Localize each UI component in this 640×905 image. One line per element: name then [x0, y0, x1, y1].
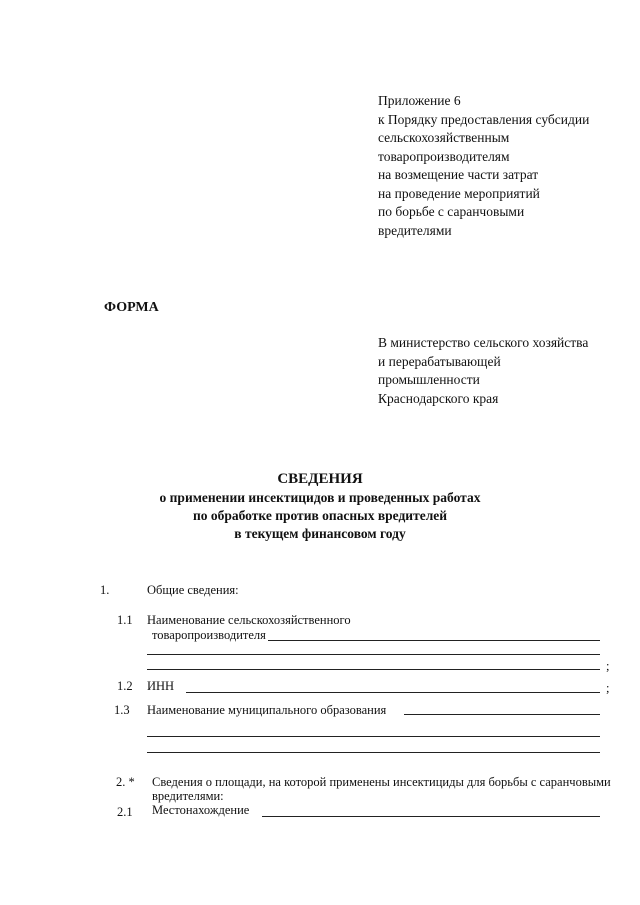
- location-field[interactable]: [262, 816, 600, 817]
- producer-name-field-line2[interactable]: [147, 654, 600, 655]
- form-label: ФОРМА: [104, 300, 159, 315]
- municipality-field-line2[interactable]: [147, 736, 600, 737]
- section-1-3-label: Наименование муниципального образования: [147, 703, 387, 717]
- section-2-label-cont: вредителями:: [152, 789, 224, 803]
- section-1-label: Общие сведения:: [147, 583, 239, 597]
- municipality-field[interactable]: [404, 714, 600, 715]
- document-title: [0, 470, 640, 543]
- semicolon: ;: [606, 681, 610, 695]
- inn-field[interactable]: [186, 692, 600, 693]
- appendix-line: сельскохозяйственным: [378, 130, 510, 145]
- appendix-line: вредителями: [378, 222, 452, 238]
- section-1-2-number: 1.2: [117, 679, 133, 693]
- appendix-line: Приложение 6: [378, 93, 461, 108]
- section-1-3-number: 1.3: [114, 703, 130, 717]
- recipient-line: промышленности: [378, 372, 480, 387]
- appendix-line: по борьбе с саранчовыми: [378, 204, 525, 219]
- appendix-line: товаропроизводителям: [378, 148, 510, 164]
- title-main: СВЕДЕНИЯ: [277, 471, 363, 487]
- section-2-1-number: 2.1: [117, 805, 133, 819]
- section-2-number: 2. *: [116, 775, 135, 789]
- recipient-line: и перерабатывающей: [378, 353, 501, 369]
- section-1-2-label: ИНН: [147, 679, 175, 693]
- section-2-label: Сведения о площади, на которой применены инсектициды для борьбы с саранчовыми: [152, 775, 611, 789]
- producer-name-field[interactable]: [268, 640, 600, 641]
- recipient-block: [378, 334, 588, 408]
- title-sub-line: в текущем финансовом году: [234, 526, 406, 541]
- municipality-field-line3[interactable]: [147, 752, 600, 753]
- section-1-1-label-cont: товаропроизводителя: [152, 628, 266, 642]
- producer-name-field-line3[interactable]: [147, 669, 600, 670]
- semicolon: ;: [606, 659, 610, 673]
- title-sub-line: по обработке против опасных вредителей: [192, 508, 448, 523]
- recipient-line: В министерство сельского хозяйства: [378, 335, 589, 350]
- recipient-line: Краснодарского края: [378, 390, 499, 406]
- section-1-1-number: 1.1: [117, 613, 133, 627]
- section-2-1-label: Местонахождение: [152, 803, 250, 817]
- appendix-line: на проведение мероприятий: [378, 185, 540, 201]
- appendix-block: [378, 92, 589, 240]
- title-sub-line: о применении инсектицидов и проведенных работах: [159, 490, 481, 505]
- section-1-1-label: Наименование сельскохозяйственного: [147, 613, 351, 627]
- section-1-number: 1.: [100, 583, 110, 597]
- appendix-line: на возмещение части затрат: [378, 167, 539, 182]
- appendix-line: к Порядку предоставления субсидии: [378, 111, 590, 127]
